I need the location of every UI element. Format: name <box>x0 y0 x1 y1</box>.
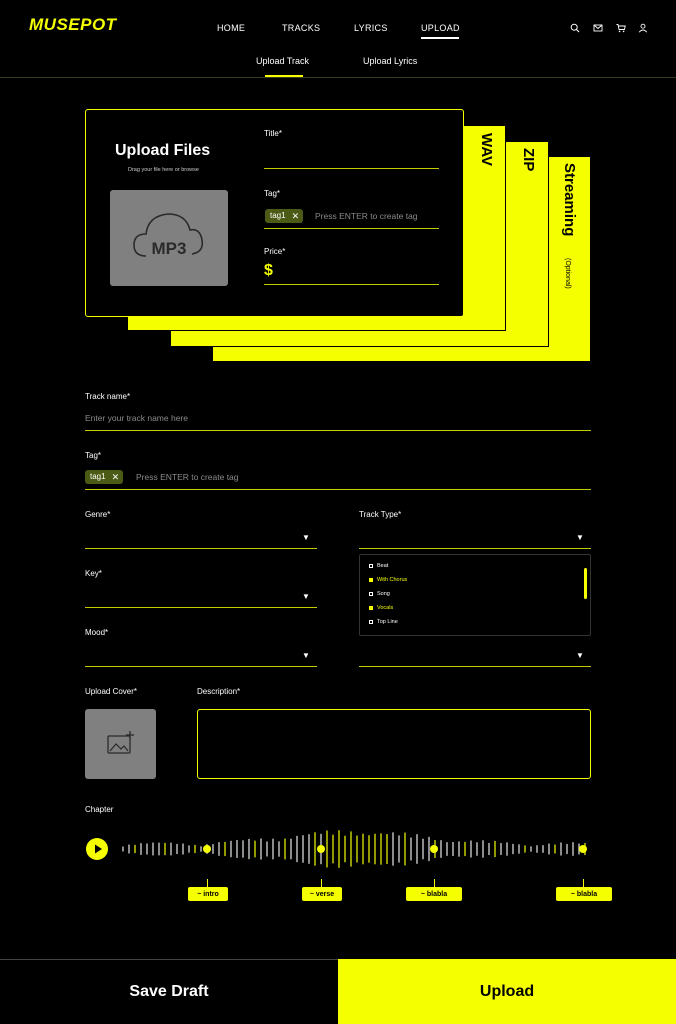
card-tag-input[interactable]: Press ENTER to create tag <box>315 211 418 221</box>
price-field[interactable] <box>264 284 439 285</box>
track-name-line <box>85 430 591 431</box>
chapter-chip-intro[interactable]: ~ intro <box>188 887 228 901</box>
checkbox-icon <box>369 592 373 596</box>
mp3-dropzone[interactable] <box>110 190 228 286</box>
option-with-chorus[interactable]: With Chorus <box>369 577 407 583</box>
option-top-line[interactable]: Top Line <box>369 619 398 625</box>
nav-active-indicator <box>421 37 459 39</box>
close-icon[interactable]: ✕ <box>291 211 300 221</box>
upload-files-title: Upload Files <box>115 142 211 159</box>
card-tag-chip-text: tag1 <box>270 211 286 220</box>
upload-files-hint: Drag your file here or browse <box>128 167 199 173</box>
mail-icon[interactable] <box>593 23 603 33</box>
card-tag-chip[interactable] <box>265 209 303 223</box>
cart-icon[interactable] <box>616 23 626 33</box>
checkbox-checked-icon <box>369 578 373 582</box>
tab-upload-track[interactable]: Upload Track <box>256 56 310 66</box>
tag-input[interactable]: Press ENTER to create tag <box>136 472 239 482</box>
card-tag-label: Tag* <box>264 189 281 198</box>
checkbox-icon <box>369 620 373 624</box>
nav-tracks[interactable]: TRACKS <box>282 23 321 33</box>
chapter-chip-blabla[interactable]: ~ blabla <box>406 887 462 901</box>
key-label: Key* <box>85 569 102 578</box>
chapter-label: Chapter <box>85 805 114 814</box>
subnav-active-indicator <box>265 75 303 77</box>
play-icon <box>86 838 108 860</box>
second-select-arrow-icon[interactable]: ▼ <box>576 651 584 660</box>
play-button[interactable] <box>86 838 108 860</box>
nav-upload[interactable]: UPLOAD <box>421 23 460 33</box>
tag-line <box>85 489 591 490</box>
genre-label: Genre* <box>85 510 111 519</box>
top-nav-bar <box>0 0 676 78</box>
checkbox-icon <box>369 564 373 568</box>
mood-select[interactable] <box>85 666 317 667</box>
add-image-icon <box>85 709 156 779</box>
streaming-optional-note: (Optional) <box>564 258 571 289</box>
wav-tab-label[interactable]: WAV <box>478 133 495 167</box>
price-dollar-icon: $ <box>264 262 273 279</box>
tab-upload-lyrics[interactable]: Upload Lyrics <box>363 56 418 66</box>
nav-lyrics[interactable]: LYRICS <box>354 23 388 33</box>
mp3-badge: MP3 <box>151 239 187 258</box>
track-type-label: Track Type* <box>359 510 402 519</box>
upload-cover-label: Upload Cover* <box>85 687 138 696</box>
card-tag-line <box>264 228 439 229</box>
cloud-upload-icon <box>110 190 228 286</box>
cover-upload-dropzone[interactable] <box>85 709 156 779</box>
mood-dropdown-arrow-icon[interactable]: ▼ <box>302 651 310 660</box>
track-type-options-list <box>359 554 591 636</box>
option-song[interactable]: Song <box>369 591 390 597</box>
user-icon[interactable] <box>638 23 648 33</box>
chapter-waveform[interactable] <box>117 819 591 879</box>
track-name-input[interactable]: Enter your track name here <box>85 413 188 423</box>
option-beat[interactable]: Beat <box>369 563 388 569</box>
description-label: Description* <box>197 687 241 696</box>
option-vocals[interactable]: Vocals <box>369 605 393 611</box>
second-select[interactable] <box>359 666 591 667</box>
title-field[interactable] <box>264 168 439 169</box>
track-type-select[interactable] <box>359 548 591 549</box>
tag-chip-text: tag1 <box>90 472 106 481</box>
track-type-dropdown-arrow-icon[interactable]: ▼ <box>576 533 584 542</box>
save-draft-button[interactable]: Save Draft <box>0 959 338 1024</box>
title-label: Title* <box>264 129 282 138</box>
tag-chip[interactable] <box>85 470 123 484</box>
nav-home[interactable]: HOME <box>217 23 246 33</box>
zip-tab-label[interactable]: ZIP <box>520 148 537 172</box>
musepot-logo[interactable]: MUSEPOT <box>29 15 117 34</box>
description-textarea[interactable] <box>197 709 591 779</box>
key-dropdown-arrow-icon[interactable]: ▼ <box>302 592 310 601</box>
track-name-label: Track name* <box>85 392 131 401</box>
checkbox-checked-icon <box>369 606 373 610</box>
key-select[interactable] <box>85 607 317 608</box>
close-icon[interactable]: ✕ <box>111 472 120 482</box>
upload-button[interactable]: Upload <box>338 959 676 1024</box>
chapter-chip-blabla-2[interactable]: ~ blabla <box>556 887 612 901</box>
mood-label: Mood* <box>85 628 109 637</box>
genre-select[interactable] <box>85 548 317 549</box>
chapter-marker-dot[interactable] <box>317 845 325 853</box>
genre-dropdown-arrow-icon[interactable]: ▼ <box>302 533 310 542</box>
chapter-marker-dot[interactable] <box>203 845 211 853</box>
search-icon[interactable] <box>570 23 580 33</box>
chapter-marker-dot[interactable] <box>430 845 438 853</box>
dropdown-scrollbar[interactable] <box>584 568 587 599</box>
streaming-tab-label[interactable]: Streaming <box>561 163 578 237</box>
tag-label: Tag* <box>85 451 102 460</box>
chapter-chip-verse[interactable]: ~ verse <box>302 887 342 901</box>
price-label: Price* <box>264 247 286 256</box>
chapter-marker-dot[interactable] <box>579 845 587 853</box>
